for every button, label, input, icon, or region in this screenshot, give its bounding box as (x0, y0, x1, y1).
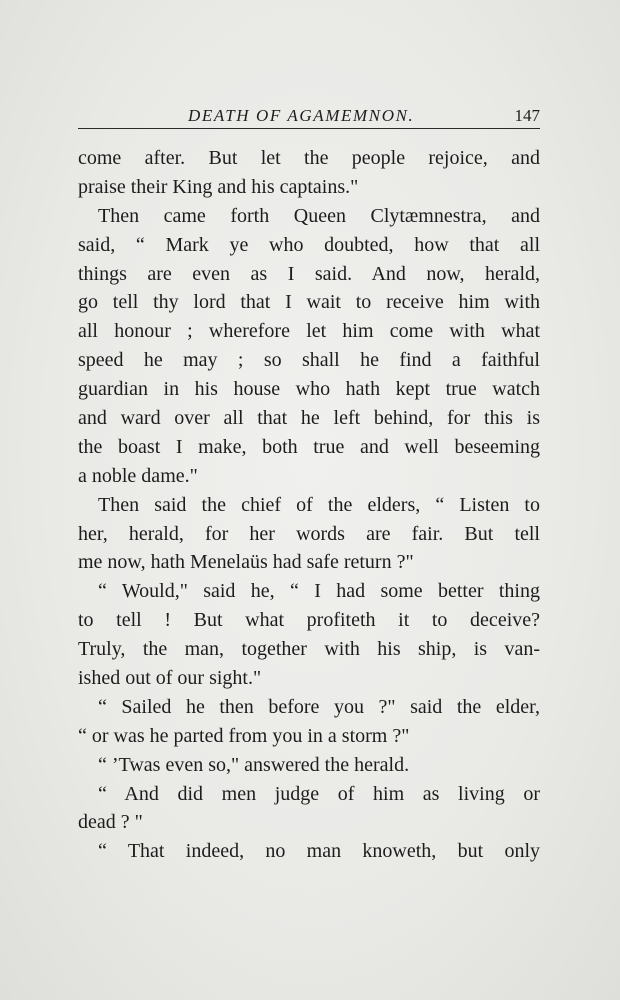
text-line: to tell ! But what profiteth it to deceive? (78, 609, 540, 632)
text-line: speed he may ; so shall he find a faithful (78, 349, 540, 372)
text-line: and ward over all that he left behind, for this is (78, 407, 540, 430)
text-line: “ And did men judge of him as living or (98, 782, 540, 805)
text-line: “ or was he parted from you in a storm ?" (78, 724, 410, 747)
running-title: DEATH OF AGAMEMNON. (188, 106, 415, 125)
text-line: all honour ; wherefore let him come with what (78, 320, 540, 343)
text-line: go tell thy lord that I wait to receive him with (78, 291, 540, 314)
text-line: her, herald, for her words are fair. But tell (78, 522, 540, 545)
text-line: a noble dame." (78, 464, 198, 487)
text-line: me now, hath Menelaüs had safe return ?" (78, 551, 414, 574)
text-line: things are even as I said. And now, herald, (78, 262, 540, 285)
body-text (78, 144, 540, 866)
header-rule (78, 128, 540, 129)
text-line: ished out of our sight." (78, 667, 262, 690)
text-line: “ Sailed he then before you ?" said the elder, (98, 695, 540, 718)
text-line: praise their King and his captains." (78, 175, 359, 198)
text-line: said, “ Mark ye who doubted, how that all (78, 233, 540, 256)
text-line: Truly, the man, together with his ship, is van- (78, 638, 540, 661)
text-line: Then said the chief of the elders, “ Listen to (98, 493, 540, 516)
text-line: Then came forth Queen Clytæmnestra, and (98, 204, 540, 227)
page-number: 147 (514, 106, 540, 125)
text-line: guardian in his house who hath kept true watch (78, 378, 540, 401)
text-line: dead ? " (78, 811, 143, 834)
text-line: “ Would," said he, “ I had some better thing (98, 580, 540, 603)
text-line: “ ’Twas even so," answered the herald. (98, 753, 410, 776)
text-line: come after. But let the people rejoice, and (78, 147, 540, 169)
text-line: “ That indeed, no man knoweth, but only (98, 840, 540, 863)
text-line: the boast I make, both true and well beseeming (78, 435, 540, 458)
